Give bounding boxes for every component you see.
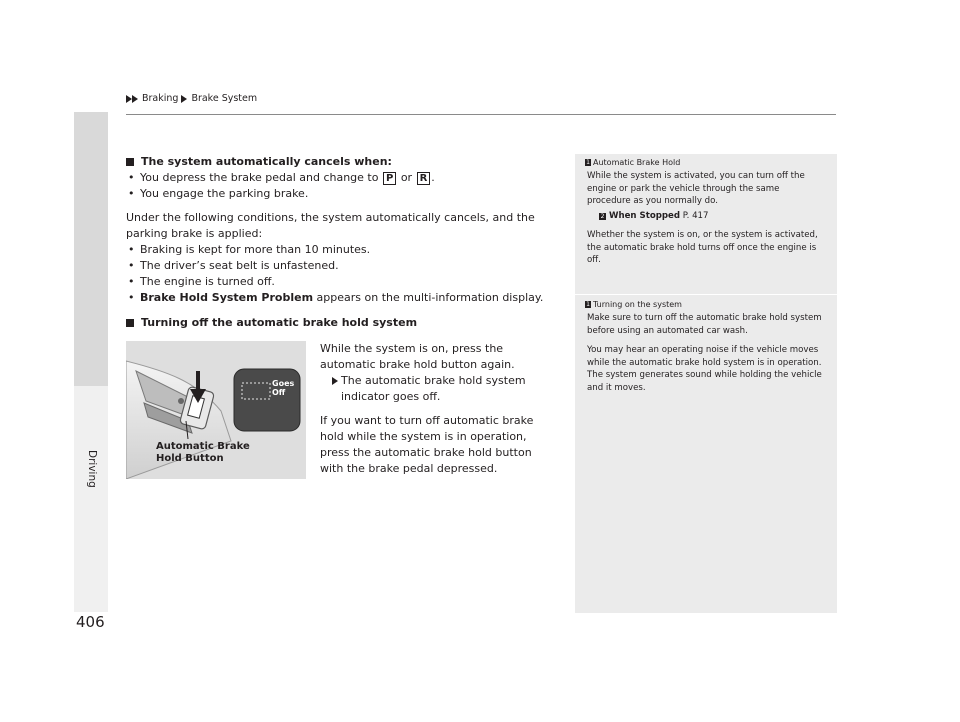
note-paragraph: You may hear an operating noise if the vehicle moves while the automatic brake hold system is in operation. The system generates sound while holding the vehicle and it moves. bbox=[587, 345, 822, 393]
turnoff-heading bbox=[126, 315, 556, 331]
list-item: • You depress the brake pedal and change to P or R . bbox=[128, 171, 435, 184]
main-content bbox=[126, 154, 556, 331]
caption-line: Hold Button bbox=[156, 453, 224, 464]
gear-r-key: R bbox=[417, 172, 431, 185]
turnoff-result bbox=[320, 373, 555, 405]
breadcrumb-arrow-icon bbox=[181, 95, 187, 103]
list-item: • Brake Hold System Problem appears on the multi-information display. bbox=[128, 291, 544, 304]
indicator-off: Off bbox=[272, 388, 286, 397]
reference-page: P. 417 bbox=[682, 210, 709, 221]
breadcrumb-arrow-icon bbox=[126, 95, 139, 103]
turnoff-heading-text: Turning off the automatic brake hold system bbox=[141, 316, 418, 329]
header-divider bbox=[126, 114, 836, 115]
reference-arrow-icon: 2 bbox=[600, 212, 605, 220]
note-body bbox=[587, 312, 825, 394]
turnoff-instructions bbox=[320, 341, 555, 477]
note-number-icon: 1 bbox=[586, 301, 590, 308]
cross-reference[interactable] bbox=[587, 210, 825, 223]
note-number-icon: 1 bbox=[586, 159, 590, 166]
warning-message-name: Brake Hold System Problem bbox=[140, 291, 314, 304]
note-automatic-brake-hold bbox=[575, 158, 837, 274]
note-turning-on-system bbox=[575, 300, 837, 401]
note-title: 1 Automatic Brake Hold bbox=[586, 158, 681, 167]
note-title: 1 Turning on the system bbox=[586, 300, 682, 309]
list-item: • The driver’s seat belt is unfastened. bbox=[128, 259, 339, 272]
indicator-goes: Goes bbox=[272, 379, 295, 388]
note-paragraph: Whether the system is on, or the system is activated, the automatic brake hold turns off once the engine is off. bbox=[587, 230, 818, 265]
section-tab bbox=[74, 112, 108, 386]
bullet-text-or: or bbox=[400, 171, 413, 184]
section-sidebar bbox=[74, 112, 108, 612]
notes-panel bbox=[575, 154, 837, 613]
turnoff-step: While the system is on, press the automatic brake hold button again. bbox=[320, 342, 515, 371]
turnoff-note: If you want to turn off automatic brake hold while the system is in operation, press the automatic brake hold button with the brake pedal depressed. bbox=[320, 414, 534, 475]
note-paragraph: While the system is activated, you can turn off the engine or park the vehicle through the same procedure as you normally do. bbox=[587, 171, 805, 206]
turnoff-result-text: The automatic brake hold system indicator goes off. bbox=[341, 374, 526, 403]
bullet-text: The driver’s seat belt is unfastened. bbox=[140, 259, 339, 272]
gear-p-key: P bbox=[383, 172, 396, 185]
heading-square-icon bbox=[126, 158, 134, 166]
figure-caption bbox=[156, 441, 250, 465]
list-item: • The engine is turned off. bbox=[128, 275, 275, 288]
breadcrumb bbox=[126, 93, 257, 104]
cancel-heading bbox=[126, 154, 556, 170]
conditions-intro: Under the following conditions, the system automatically cancels, and the parking brake is applied: bbox=[126, 211, 535, 240]
note-paragraph: Make sure to turn off the automatic brake hold system before using an automated car wash. bbox=[587, 313, 822, 336]
page-number: 406 bbox=[76, 613, 105, 631]
cancel-heading-text: The system automatically cancels when: bbox=[141, 155, 392, 168]
note-body bbox=[587, 170, 825, 267]
heading-square-icon bbox=[126, 319, 134, 327]
caption-line: Automatic Brake bbox=[156, 441, 250, 452]
result-arrow-icon bbox=[332, 377, 338, 385]
bullet-text: appears on the multi-information display. bbox=[316, 291, 544, 304]
bullet-text: Braking is kept for more than 10 minutes. bbox=[140, 243, 371, 256]
note-divider bbox=[575, 294, 837, 295]
bullet-text: You depress the brake pedal and change to bbox=[140, 171, 379, 184]
list-item: • Braking is kept for more than 10 minutes. bbox=[128, 243, 371, 256]
breadcrumb-brake-system[interactable]: Brake System bbox=[191, 93, 258, 104]
section-label: Driving bbox=[86, 450, 98, 488]
list-item: • You engage the parking brake. bbox=[128, 187, 309, 200]
reference-title: When Stopped bbox=[609, 210, 681, 221]
bullet-text: You engage the parking brake. bbox=[140, 187, 309, 200]
breadcrumb-braking[interactable]: Braking bbox=[142, 93, 179, 104]
bullet-text: The engine is turned off. bbox=[140, 275, 275, 288]
bullet-text-end: . bbox=[431, 171, 435, 184]
brake-hold-button-illustration bbox=[126, 341, 306, 479]
